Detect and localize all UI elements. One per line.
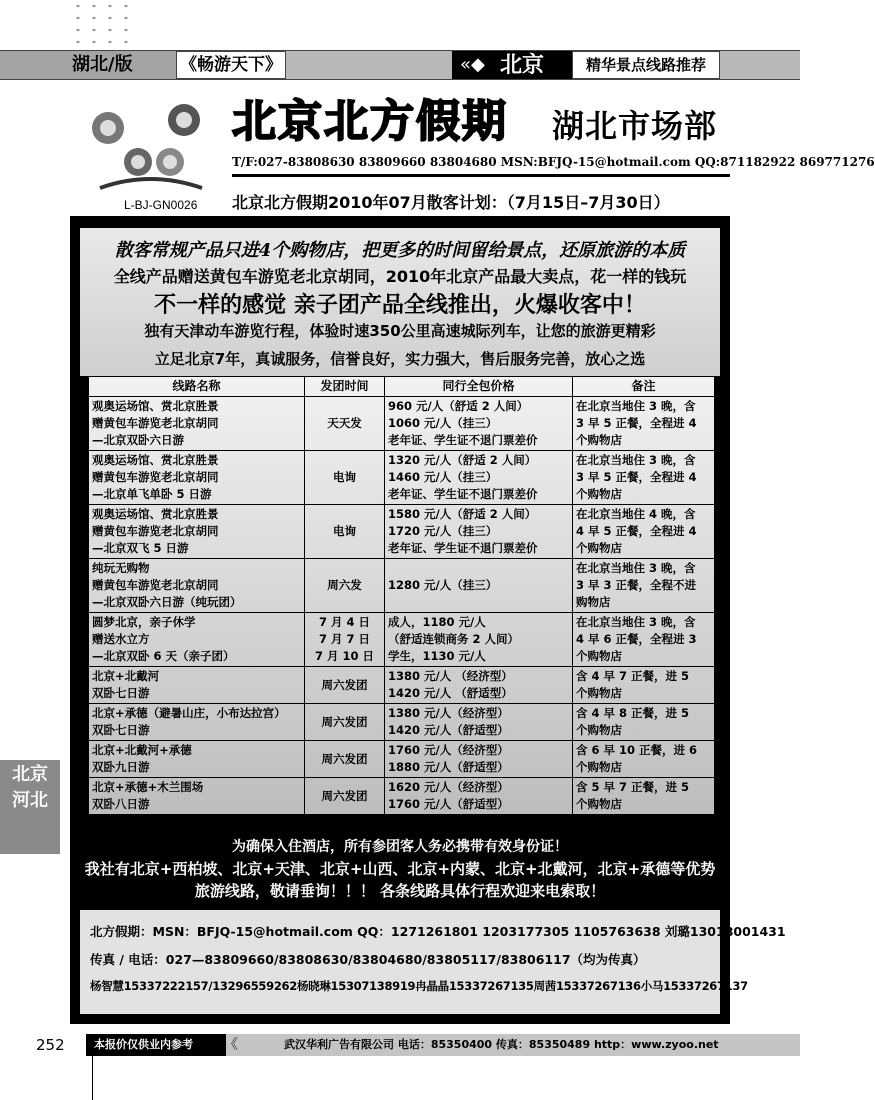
note-cell: 在北京当地住 3 晚，含 4 早 6 正餐，全程进 3 个购物店	[573, 613, 715, 667]
side-tab-label: 北京	[12, 764, 48, 785]
note-cell: 含 4 早 8 正餐，进 5 个购物店	[573, 704, 715, 741]
route-cell: 北京+承德（避暑山庄，小布达拉宫） 双卧七日游	[89, 704, 305, 741]
table-row	[89, 704, 715, 741]
routes-notice: 我社有北京+西柏坡、北京+天津、北京+山西、北京+内蒙、北京+北戴河，北京+承德等优势旅游线路，敬请垂询！！！ 各条线路具体行程欢迎来电索取！	[84, 860, 716, 900]
route-cell: 纯玩无购物 赠黄包车游览老北京胡同 —北京双卧六日游（纯玩团）	[89, 559, 305, 613]
table-row	[89, 741, 715, 778]
table-row	[89, 505, 715, 559]
table-row	[89, 613, 715, 667]
price-cell: 1620 元/人（经济型） 1760 元/人（舒适型）	[385, 778, 573, 815]
price-cell: 1580 元/人（舒适 2 人间） 1720 元/人（挂三） 老年证、学生证不退门票差价	[385, 505, 573, 559]
note-cell: 在北京当地住 4 晚，含 4 早 5 正餐，全程进 4 个购物店	[573, 505, 715, 559]
double-chevron-left-icon: «◆	[460, 54, 485, 75]
column-title: 《畅游天下》	[176, 51, 286, 79]
section-title: 精华景点线路推荐	[572, 51, 720, 79]
contact-msn-qq: 北方假期：MSN：BFJQ-15@hotmail.com QQ：1271261801 1203177305 1105763638 刘璐13018001431	[90, 924, 786, 939]
route-cell: 观奥运场馆、赏北京胜景 赠黄包车游览老北京胡同 —北京双飞 5 日游	[89, 505, 305, 559]
double-chevron-left-icon: 《	[224, 1037, 238, 1053]
header-bar	[0, 50, 800, 80]
tagline: 独有天津动车游览行程，体验时速350公里高速城际列车，让您的旅游更精彩	[144, 322, 656, 340]
route-table-wrap	[88, 376, 714, 815]
contact-staff: 杨智慧15337222157/13296559262杨晓琳15307138919冉晶晶15337267135周茜15337267136小马15337267137	[90, 979, 748, 993]
departure-cell: 周六发团	[305, 741, 385, 778]
price-cell: 1380 元/人（经济型） 1420 元/人（舒适型）	[385, 704, 573, 741]
region-label: 北京	[452, 51, 572, 79]
table-row	[89, 451, 715, 505]
decorative-dots	[70, 0, 130, 44]
region-side-tab	[0, 760, 60, 854]
tagline: 不一样的感觉 亲子团产品全线推出，火爆收客中！	[154, 293, 646, 318]
contact-box	[80, 910, 786, 1014]
price-cell: 960 元/人（舒适 2 人间） 1060 元/人（挂三） 老年证、学生证不退门票差价	[385, 397, 573, 451]
divider	[92, 1056, 93, 1100]
table-row	[89, 667, 715, 704]
tagline-panel	[80, 228, 720, 376]
plan-title: 北京北方假期2010年07月散客计划：（7月15日–7月30日）	[232, 193, 670, 212]
price-cell: 1320 元/人（舒适 2 人间） 1460 元/人（挂三） 老年证、学生证不退门票差价	[385, 451, 573, 505]
column-header: 线路名称	[89, 377, 305, 397]
page-number: 252	[36, 1036, 65, 1054]
divider	[232, 174, 730, 177]
tagline: 全线产品赠送黄包车游览老北京胡同，2010年北京产品最大卖点，花一样的钱玩	[113, 267, 687, 286]
column-header: 同行全包价格	[385, 377, 573, 397]
departure-cell: 周六发团	[305, 667, 385, 704]
footer-bar	[86, 1034, 800, 1056]
departure-cell: 周六发团	[305, 778, 385, 815]
olympic-mascots-logo	[80, 92, 220, 196]
note-cell: 在北京当地住 3 晚，含 3 早 3 正餐，全程不进 购物店	[573, 559, 715, 613]
price-cell: 1280 元/人（挂三）	[385, 559, 573, 613]
edition-label: 湖北/版	[0, 51, 176, 79]
route-table	[88, 376, 715, 815]
brand-contact-line: T/F:027-83808630 83809660 83804680 MSN:BFJQ-15@hotmail.com QQ:871182922 869771276	[232, 155, 875, 169]
route-cell: 北京+北戴河+承德 双卧九日游	[89, 741, 305, 778]
price-cell: 1760 元/人（经济型） 1880 元/人（舒适型）	[385, 741, 573, 778]
tagline: 立足北京7年，真诚服务，信誉良好，实力强大，售后服务完善，放心之选	[154, 350, 646, 368]
table-row	[89, 559, 715, 613]
side-tab-label: 河北	[12, 790, 48, 811]
route-cell: 观奥运场馆、赏北京胜景 赠黄包车游览老北京胡同 —北京双卧六日游	[89, 397, 305, 451]
price-cell: 成人，1180 元/人 （舒适连锁商务 2 人间） 学生，1130 元/人	[385, 613, 573, 667]
footer-disclaimer: 本报价仅供业内参考	[86, 1034, 226, 1056]
departure-cell: 周六发	[305, 559, 385, 613]
departure-cell: 电询	[305, 505, 385, 559]
column-header: 备注	[573, 377, 715, 397]
route-cell: 北京+北戴河 双卧七日游	[89, 667, 305, 704]
price-cell: 1380 元/人 （经济型） 1420 元/人 （舒适型）	[385, 667, 573, 704]
table-header-row	[89, 377, 715, 397]
tour-poster	[70, 216, 786, 1024]
note-cell: 含 4 早 7 正餐，进 5 个购物店	[573, 667, 715, 704]
note-cell: 在北京当地住 3 晚，含 3 早 5 正餐，全程进 4 个购物店	[573, 397, 715, 451]
departure-cell: 周六发团	[305, 704, 385, 741]
table-row	[89, 778, 715, 815]
departure-cell: 天天发	[305, 397, 385, 451]
route-cell: 圆梦北京，亲子休学 赠送水立方 —北京双卧 6 天（亲子团）	[89, 613, 305, 667]
route-cell: 北京+承德+木兰围场 双卧八日游	[89, 778, 305, 815]
note-cell: 含 5 早 7 正餐，进 5 个购物店	[573, 778, 715, 815]
contact-fax-phone: 传真 / 电话：027—83809660/83808630/83804680/83805117/83806117（均为传真）	[90, 952, 646, 967]
id-notice: 为确保入住酒店，所有参团客人务必携带有效身份证！	[232, 839, 568, 855]
departure-cell: 7 月 4 日 7 月 7 日 7 月 10 日	[305, 613, 385, 667]
table-row	[89, 397, 715, 451]
footer-agency: 武汉华利广告有限公司 电话：85350400 传真：85350489 http：www.zyoo.net	[284, 1038, 719, 1051]
brand-name: 北京北方假期	[232, 96, 508, 147]
route-cell: 观奥运场馆、赏北京胜景 赠黄包车游览老北京胡同 —北京单飞单卧 5 日游	[89, 451, 305, 505]
departure-cell: 电询	[305, 451, 385, 505]
note-cell: 在北京当地住 3 晚，含 3 早 5 正餐，全程进 4 个购物店	[573, 451, 715, 505]
brand-division: 湖北市场部	[552, 107, 718, 145]
logo-code: L-BJ-GN0026	[124, 198, 198, 212]
column-header: 发团时间	[305, 377, 385, 397]
note-cell: 含 6 早 10 正餐，进 6 个购物店	[573, 741, 715, 778]
tagline: 散客常规产品只进4个购物店，把更多的时间留给景点，还原旅游的本质	[114, 240, 686, 261]
